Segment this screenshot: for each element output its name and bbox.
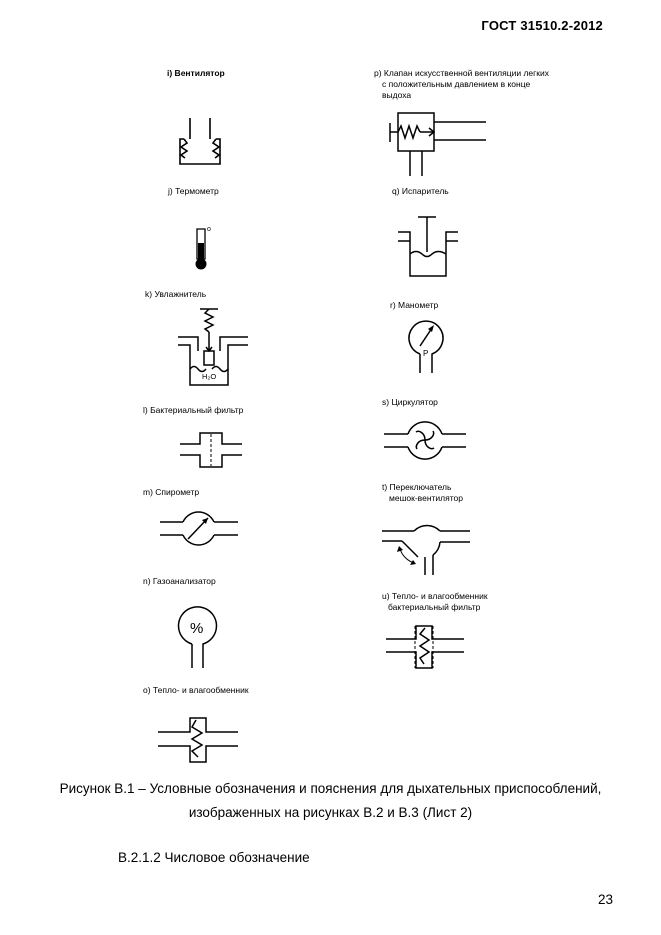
label-hme-filter-line2: бактериальный фильтр xyxy=(388,602,481,612)
label-humidifier: k) Увлажнитель xyxy=(145,289,207,299)
label-vaporizer: q) Испаритель xyxy=(392,186,449,196)
label-spirometer: m) Спирометр xyxy=(143,487,200,497)
heat-moisture-exchanger-symbol xyxy=(156,714,240,766)
page-number: 23 xyxy=(597,892,613,907)
label-peep-valve-line1: p) Клапан искусственной вентиляции легких xyxy=(374,68,549,78)
manometer-pressure-letter: P xyxy=(423,349,429,358)
label-bag-ventilator-switch-line1: t) Переключатель xyxy=(382,482,452,492)
label-peep-valve-line3: выдоха xyxy=(382,90,412,100)
thermometer-symbol xyxy=(190,225,220,275)
label-circulator: s) Циркулятор xyxy=(382,397,438,407)
label-gas-analyzer: n) Газоанализатор xyxy=(143,576,216,586)
peep-valve-symbol xyxy=(386,110,488,178)
figure-caption-line1: Рисунок В.1 – Условные обозначения и пояснения для дыхательных приспособлений, xyxy=(59,781,602,796)
thermometer-degree-mark: o xyxy=(207,226,211,233)
label-manometer: r) Манометр xyxy=(390,300,439,310)
gas-analyzer-percent-sign: % xyxy=(190,620,204,637)
bacterial-filter-symbol xyxy=(178,431,244,469)
circulator-symbol xyxy=(382,416,468,466)
gas-analyzer-symbol xyxy=(176,604,220,672)
label-bag-ventilator-switch-line2: мешок-вентилятор xyxy=(389,493,463,503)
label-heat-moisture-exchanger: o) Тепло- и влагообменник xyxy=(143,685,249,695)
manometer-symbol xyxy=(398,316,454,376)
label-thermometer: j) Термометр xyxy=(168,186,219,196)
label-bacterial-filter: l) Бактериальный фильтр xyxy=(143,405,244,415)
label-hme-filter-line1: u) Тепло- и влагообменник xyxy=(382,591,488,601)
vaporizer-symbol xyxy=(396,212,460,280)
label-peep-valve-line2: с положительным давлением в конце xyxy=(382,79,531,89)
section-heading: В.2.1.2 Числовое обозначение xyxy=(118,850,310,865)
ventilator-symbol xyxy=(170,112,230,172)
document-standard-number: ГОСТ 31510.2-2012 xyxy=(481,18,603,33)
spirometer-symbol xyxy=(158,508,240,548)
bag-ventilator-switch-symbol xyxy=(380,515,472,577)
figure-caption-line2: изображенных на рисунках В.2 и В.3 (Лист 2) xyxy=(188,805,473,820)
humidifier-water-label: H₂O xyxy=(202,372,217,381)
label-ventilator: i) Вентилятор xyxy=(167,68,225,78)
hme-filter-symbol xyxy=(384,622,466,672)
